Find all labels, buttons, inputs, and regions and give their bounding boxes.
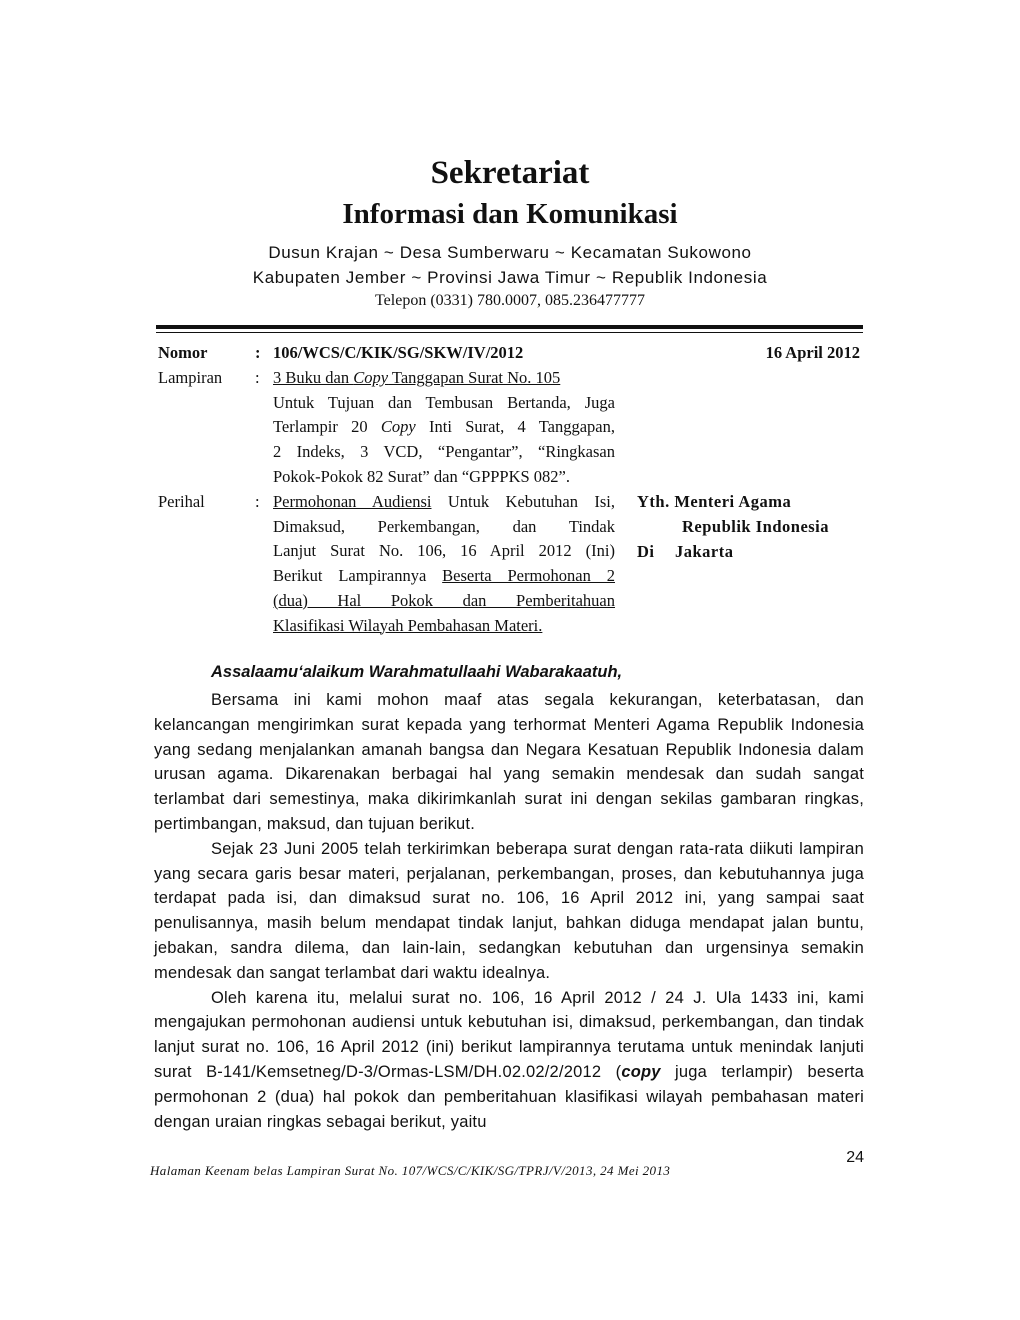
paragraph-2: Sejak 23 Juni 2005 telah terkirimkan beberapa surat dengan rata-rata diikuti lampiran yang secara garis besar materi, perjalanan, perkembangan, proses, dan kebutuhannya juga terdapat pada isi, dan dimaksud surat no. 106, 16 April 2012 ini, yang sampai saat penulisannya, masih belum mendapat tindak lanjut, bahkan diduga mendapat jalan buntu, jebakan, sandra dilema, dan lain-lain, sedangkan kebutuhan dan urgensinya semakin mendesak dan sangat terlambat dari waktu idealnya. — [154, 839, 864, 982]
letterhead-rule-thin — [156, 332, 863, 333]
nomor-label: Nomor — [158, 343, 208, 362]
recipient-di: Di — [637, 542, 655, 561]
paragraph-1: Bersama ini kami mohon maaf atas segala kekurangan, keterbatasan, dan kelancangan mengirimkan surat kepada yang terhormat Menteri Agama Republik Indonesia yang sedang menjalankan amanah bangsa dan Negara Kesatuan Republik Indonesia dalam urusan agama. Dikarenakan berbagai hal yang semakin mendesak dan sudah sangat terlambat dari semestinya, maka dikirimkanlah surat ini dengan sekilas gambaran ringkas, pertimbangan, maksud, dan tujuan berikut. — [154, 691, 864, 833]
lampiran-line-3: Terlampir 20 Copy Inti Surat, 4 Tanggapan, — [273, 417, 615, 437]
page-number: 24 — [846, 1149, 864, 1166]
lampiran-value — [273, 366, 615, 490]
recipient-city: Jakarta — [675, 542, 734, 561]
perihal-label: Perihal — [158, 492, 205, 511]
lampiran-line-4: 2 Indeks, 3 VCD, “Pengantar”, “Ringkasan — [273, 442, 615, 462]
lampiran-colon: : — [255, 368, 260, 387]
perihal-line-5: (dua) Hal Pokok dan Pemberitahuan — [273, 590, 615, 610]
footer-note: Halaman Keenam belas Lampiran Surat No. 107/WCS/C/KIK/SG/TPRJ/V/2013, 24 Mei 2013 — [150, 1163, 671, 1178]
letterhead-rule-thick — [156, 325, 863, 329]
recipient-line-2: Republik Indonesia — [682, 517, 830, 536]
org-subtitle: Informasi dan Komunikasi — [342, 198, 678, 230]
perihal-line-1: Permohonan Audiensi Untuk Kebutuhan Isi, — [273, 492, 615, 511]
perihal-line-2: Dimaksud, Perkembangan, dan Tindak — [273, 516, 615, 536]
nomor-value: 106/WCS/C/KIK/SG/SKW/IV/2012 — [273, 343, 524, 362]
perihal-line-6: Klasifikasi Wilayah Pembahasan Materi. — [273, 615, 543, 635]
address-line-2: Kabupaten Jember ~ Provinsi Jawa Timur ~ Republik Indonesia — [252, 268, 768, 287]
paragraph-3: Oleh karena itu, melalui surat no. 106, 16 April 2012 / 24 J. Ula 1433 ini, kami mengajukan permohonan audiensi untuk kebutuhan isi, dimaksud, perkembangan, dan tindak lanjut surat no. 106, 16 April 2012 (ini) berikut lampirannya terutama untuk menindak lanjuti surat B-141/Kemsetneg/D-3/Ormas-LSM/DH.02.02/2/2012 (copy juga terlampir) beserta permohonan 2 (dua) hal pokok dan pemberitahuan klasifikasi wilayah pembahasan materi dengan uraian ringkas sebagai berikut, yaitu — [154, 988, 864, 1131]
org-title: Sekretariat — [430, 155, 590, 191]
address-line-1: Dusun Krajan ~ Desa Sumberwaru ~ Kecamatan Sukowono — [268, 243, 752, 262]
lampiran-line-2: Untuk Tujuan dan Tembusan Bertanda, Juga — [273, 392, 615, 412]
phone-line: Telepon (0331) 780.0007, 085.236477777 — [375, 292, 645, 309]
perihal-colon: : — [255, 492, 260, 511]
recipient-line-1: Yth. Menteri Agama — [637, 492, 792, 511]
perihal-value — [273, 490, 615, 638]
perihal-line-3: Lanjut Surat No. 106, 16 April 2012 (Ini) — [273, 541, 615, 561]
letter-body — [154, 688, 864, 1134]
nomor-colon: : — [255, 343, 261, 362]
perihal-line-4: Berikut Lampirannya Beserta Permohonan 2 — [273, 566, 615, 586]
salutation: Assalaamu‘alaikum Warahmatullaahi Wabarakaatuh, — [211, 663, 623, 681]
lampiran-line-5: Pokok-Pokok 82 Surat” dan “GPPPKS 082”. — [273, 466, 571, 486]
lampiran-line-1: 3 Buku dan Copy Tanggapan Surat No. 105 — [273, 368, 561, 387]
letter-date: 16 April 2012 — [765, 343, 860, 362]
lampiran-label: Lampiran — [158, 368, 223, 387]
